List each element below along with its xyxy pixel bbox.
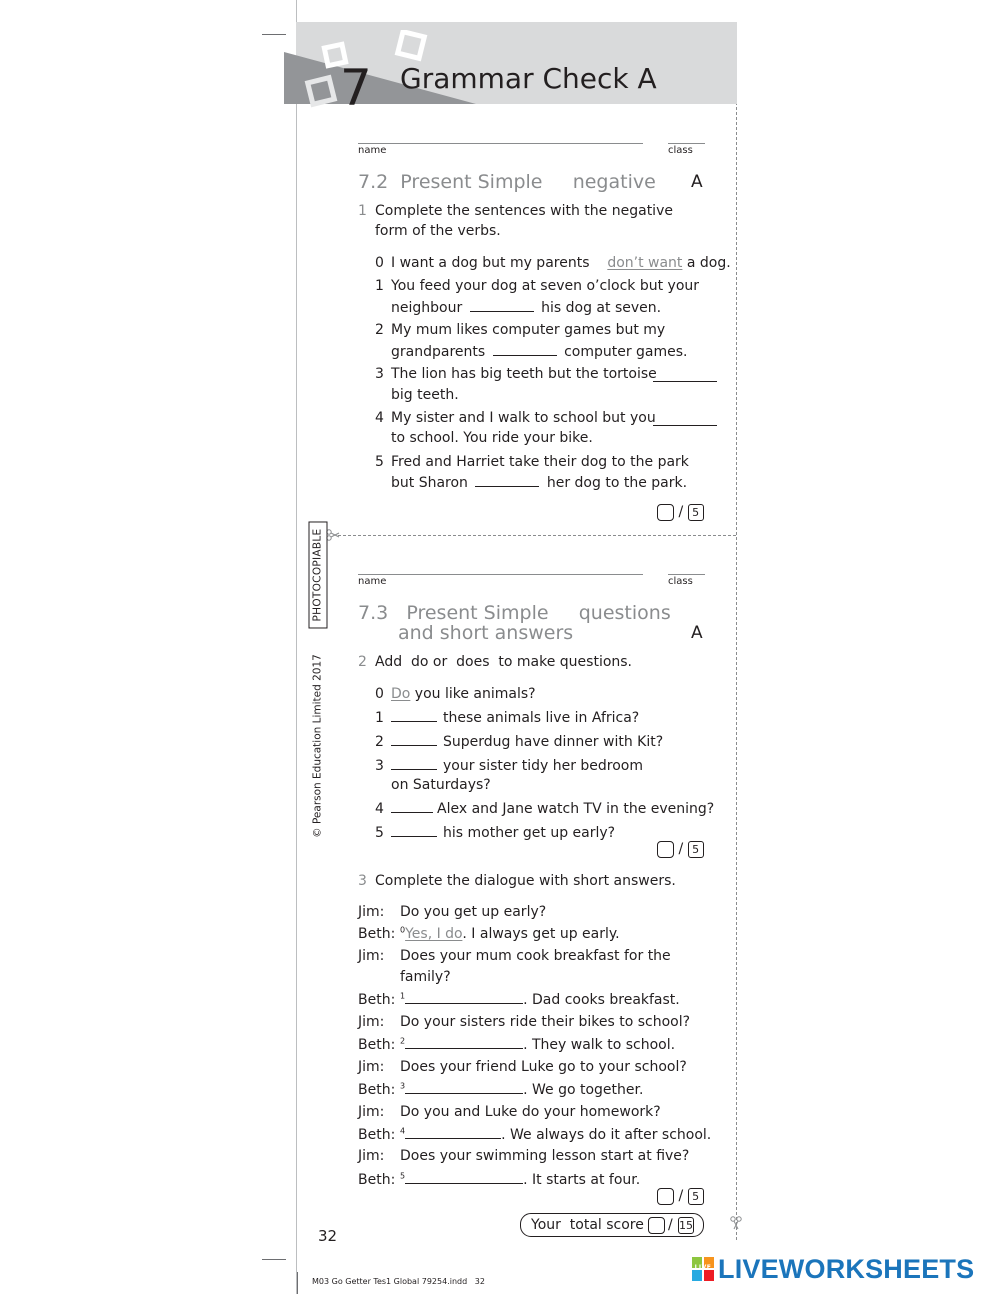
exercise-number: 2 — [358, 654, 367, 670]
dialogue-text: Does your swimming lesson start at five? — [400, 1148, 690, 1164]
dialogue-line — [358, 1079, 643, 1100]
instruction: Complete the dialogue with short answers. — [375, 873, 676, 889]
dialogue-line — [358, 1102, 661, 1122]
total-score-label: Your total score — [531, 1217, 644, 1233]
version-letter: A — [691, 172, 703, 192]
score-box: / 5 — [657, 503, 704, 521]
speaker: Jim: — [358, 1148, 385, 1164]
brand-name: LIVEWORKSHEETS — [718, 1254, 975, 1284]
list-item — [375, 364, 657, 384]
list-item — [375, 253, 731, 273]
item-number: 0 — [375, 255, 384, 271]
answer-blank[interactable] — [405, 1169, 523, 1184]
answer-blank[interactable] — [391, 822, 437, 837]
list-item — [375, 822, 615, 843]
item-text: Alex and Jane watch TV in the evening? — [437, 801, 715, 817]
item-text: grandparents — [391, 344, 486, 360]
page-number: 32 — [318, 1227, 338, 1245]
score-max: 5 — [688, 1188, 704, 1205]
item-number: 2 — [375, 322, 384, 338]
item-text: these animals live in Africa? — [443, 710, 640, 726]
answer-number: 1 — [400, 991, 406, 1001]
name-line — [358, 574, 643, 575]
item-number: 1 — [375, 710, 384, 726]
class-line — [668, 143, 705, 144]
speaker: Beth: — [358, 1082, 396, 1098]
item-text: The lion has big teeth but the tortoise — [391, 366, 657, 382]
answer-blank[interactable] — [391, 798, 433, 813]
dialogue-text: . We always do it after school. — [501, 1127, 712, 1143]
speaker: Jim: — [358, 1104, 385, 1120]
speaker: Jim: — [358, 1059, 385, 1075]
dialogue-text: . We go together. — [523, 1082, 644, 1098]
brand-badge-text: LIVE — [694, 1264, 712, 1271]
answer-blank[interactable] — [475, 472, 539, 487]
dialogue-line — [358, 989, 680, 1010]
score-max: 5 — [688, 841, 704, 858]
list-item — [375, 320, 665, 340]
score-max: 5 — [688, 504, 704, 521]
decor-square — [398, 32, 425, 59]
answer-number: 0 — [400, 925, 406, 935]
class-label: class — [668, 576, 693, 587]
item-text: My mum likes computer games but my — [391, 322, 666, 338]
unit-number: 7 — [340, 59, 372, 117]
answer-blank[interactable] — [653, 411, 717, 426]
answer-blank[interactable] — [405, 1034, 523, 1049]
page-title: Grammar Check A — [400, 62, 657, 95]
item-number: 5 — [375, 825, 384, 841]
answer-blank[interactable] — [391, 707, 437, 722]
example-answer: Do — [391, 686, 411, 702]
dialogue-line — [358, 1034, 675, 1055]
brand-logo — [692, 1256, 992, 1284]
item-text: a dog. — [682, 255, 731, 271]
list-item — [375, 452, 689, 472]
list-item-cont: to school. You ride your bike. — [391, 430, 593, 446]
speaker: Jim: — [358, 904, 385, 920]
answer-blank[interactable] — [405, 989, 523, 1004]
item-number: 3 — [375, 366, 384, 382]
item-number: 4 — [375, 801, 384, 817]
version-letter: A — [691, 623, 703, 643]
section-title: 7.3 Present Simple questions — [358, 602, 671, 624]
total-score-box — [520, 1213, 704, 1237]
dialogue-line-cont: family? — [400, 969, 451, 985]
speaker: Beth: — [358, 992, 396, 1008]
list-item — [375, 408, 656, 428]
crop-mark — [262, 34, 286, 35]
dialogue-text: Does your mum cook breakfast for the — [400, 948, 671, 964]
item-number: 0 — [375, 686, 384, 702]
crop-mark — [297, 1272, 298, 1294]
example-answer: Yes, I do — [405, 926, 463, 942]
dialogue-line — [358, 946, 671, 966]
score-box: / 5 — [657, 840, 704, 858]
answer-number: 5 — [400, 1171, 406, 1181]
example-answer: don’t want — [607, 255, 683, 271]
list-item-cont — [391, 341, 688, 362]
answer-blank[interactable] — [405, 1124, 501, 1139]
list-item — [375, 276, 699, 296]
item-text: your sister tidy her bedroom — [443, 758, 644, 774]
item-text: You feed your dog at seven o’clock but your — [391, 278, 700, 294]
answer-number: 4 — [400, 1126, 406, 1136]
speaker: Jim: — [358, 1014, 385, 1030]
total-score-max: 15 — [679, 1219, 693, 1232]
copyright-text: © Pearson Education Limited 2017 — [311, 654, 324, 838]
item-text: I want a dog but my parents — [391, 255, 590, 271]
exercise-number: 3 — [358, 873, 367, 889]
dialogue-line — [358, 902, 546, 922]
dialogue-text: . It starts at four. — [523, 1172, 641, 1188]
brand-badge — [692, 1257, 714, 1281]
list-item — [375, 755, 643, 776]
scissors-icon — [729, 1216, 743, 1230]
speaker: Beth: — [358, 1127, 396, 1143]
name-label: name — [358, 576, 387, 587]
class-line — [668, 574, 705, 575]
dialogue-text: Do you get up early? — [400, 904, 547, 920]
dialogue-text: . They walk to school. — [523, 1037, 676, 1053]
answer-blank[interactable] — [391, 755, 437, 770]
answer-blank[interactable] — [470, 297, 534, 312]
item-text: but Sharon — [391, 475, 468, 491]
cut-line-horizontal — [338, 535, 736, 536]
item-text: computer games. — [564, 344, 688, 360]
score-input[interactable] — [657, 841, 674, 858]
dialogue-text: Do your sisters ride their bikes to school? — [400, 1014, 691, 1030]
list-item-cont: big teeth. — [391, 387, 459, 403]
item-number: 4 — [375, 410, 384, 426]
item-text: My sister and I walk to school but you — [391, 410, 656, 426]
list-item-cont — [391, 297, 661, 318]
list-item-cont — [391, 472, 687, 493]
scissors-icon — [326, 528, 340, 542]
dialogue-text: . I always get up early. — [462, 926, 620, 942]
crop-mark — [262, 1259, 286, 1260]
name-label: name — [358, 145, 387, 156]
answer-blank[interactable] — [653, 367, 717, 382]
item-number: 5 — [375, 454, 384, 470]
answer-blank[interactable] — [493, 341, 557, 356]
item-number: 2 — [375, 734, 384, 750]
answer-blank[interactable] — [405, 1079, 523, 1094]
name-line — [358, 143, 643, 144]
total-score-input[interactable] — [648, 1217, 665, 1234]
dialogue-line — [358, 1169, 640, 1190]
cut-line-vertical — [736, 22, 737, 1240]
item-text: his dog at seven. — [541, 300, 662, 316]
item-number: 1 — [375, 278, 384, 294]
list-item — [375, 731, 663, 752]
instruction: Complete the sentences with the negative — [375, 203, 673, 219]
total-score-slash: / — [668, 1217, 673, 1233]
score-box: / 5 — [657, 1187, 704, 1205]
answer-number: 3 — [400, 1081, 406, 1091]
dialogue-text: Do you and Luke do your homework? — [400, 1104, 661, 1120]
dialogue-line — [358, 1146, 689, 1166]
speaker: Beth: — [358, 1037, 396, 1053]
photocopiable-text: PHOTOCOPIABLE — [311, 528, 324, 622]
dialogue-line — [358, 1057, 687, 1077]
list-item — [375, 684, 536, 704]
dialogue-line — [358, 1012, 690, 1032]
item-text: Fred and Harriet take their dog to the park — [391, 454, 689, 470]
list-item — [375, 798, 714, 819]
dialogue-text: Does your friend Luke go to your school? — [400, 1059, 687, 1075]
file-info: M03 Go Getter Tes1 Global 79254.indd 32 — [312, 1277, 485, 1286]
list-item-cont: on Saturdays? — [391, 777, 491, 793]
instruction: Add do or does to make questions. — [375, 654, 633, 670]
dialogue-line — [358, 1124, 711, 1145]
item-text: you like animals? — [410, 686, 536, 702]
section-title: 7.2 Present Simple negative — [358, 171, 656, 193]
speaker: Beth: — [358, 926, 396, 942]
item-text: her dog to the park. — [546, 475, 688, 491]
instruction: form of the verbs. — [375, 223, 501, 239]
score-input[interactable] — [657, 504, 674, 521]
score-input[interactable] — [657, 1188, 674, 1205]
exercise-number: 1 — [358, 203, 367, 219]
left-edge-line — [296, 0, 297, 1294]
dialogue-line — [358, 924, 620, 944]
speaker: Beth: — [358, 1172, 396, 1188]
item-number: 3 — [375, 758, 384, 774]
section-title: and short answers — [398, 622, 574, 644]
dialogue-text: . Dad cooks breakfast. — [523, 992, 680, 1008]
photocopiable-label — [309, 522, 328, 629]
answer-blank[interactable] — [391, 731, 437, 746]
item-text: his mother get up early? — [443, 825, 616, 841]
class-label: class — [668, 145, 693, 156]
list-item — [375, 707, 639, 728]
answer-number: 2 — [400, 1036, 406, 1046]
item-text: Superdug have dinner with Kit? — [443, 734, 664, 750]
speaker: Jim: — [358, 948, 385, 964]
item-text: neighbour — [391, 300, 463, 316]
